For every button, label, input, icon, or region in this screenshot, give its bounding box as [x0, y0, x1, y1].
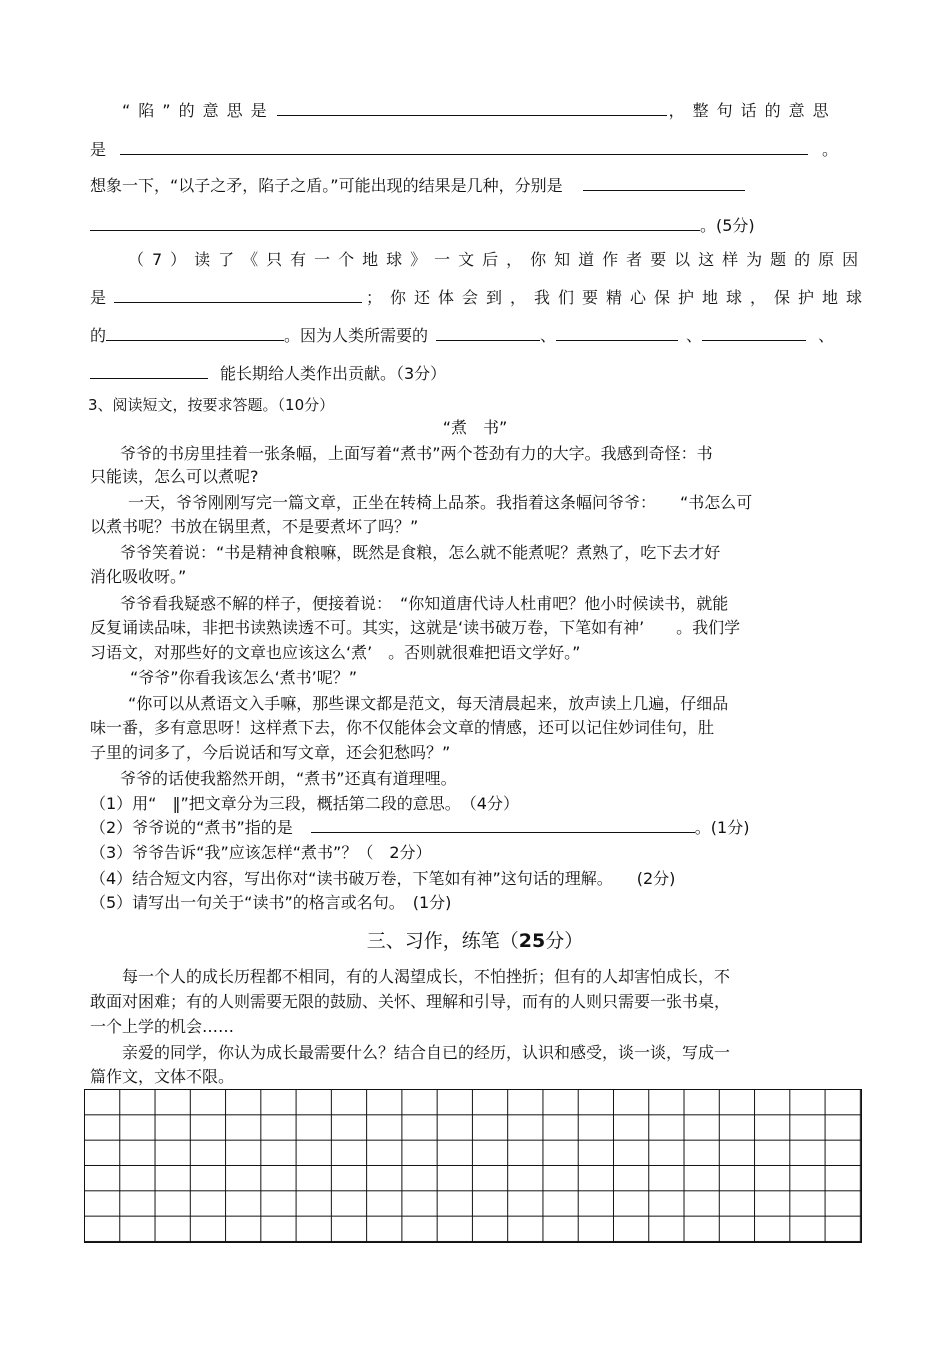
q6-line-3 — [90, 176, 745, 196]
writing-p2b: 篇作文，文体不限。 — [90, 1067, 235, 1086]
reading-p4b: 反复诵读品味，非把书读熟读透不可。其实，这就是‘读书破万卷，下笔如有神’ 。我们学 — [90, 618, 741, 637]
answer-blank[interactable] — [114, 288, 362, 303]
q7-line-1: （7）读了《只有一个地球》一文后，你知道作者要以这样为题的原因 — [128, 250, 867, 269]
sub-question-2 — [90, 818, 749, 838]
reading-p4c: 习语文，对那些好的文章也应该这么‘煮’ 。否则就很难把语文学好。” — [90, 643, 581, 662]
q7-text: 。因为人类所需要的 — [284, 326, 429, 345]
reading-p6a: “你可以从煮语文入手嘛，那些课文都是范文，每天清晨起来，放声读上几遍，仔细品 — [128, 694, 729, 713]
sub-question-2-score: 。(1分) — [694, 818, 750, 837]
q6-prompt-end: ，整句话的意思 — [668, 101, 837, 120]
sub-question-1: （1）用“ ‖”把文章分为三段，概括第二段的意思。 （4分） — [90, 794, 519, 813]
writing-p1c: 一个上学的机会…… — [90, 1017, 235, 1036]
sub-question-4: （4）结合短文内容，写出你对“读书破万卷，下笔如有神”这句话的理解。 (2分) — [90, 869, 676, 888]
q7-line-4 — [90, 364, 446, 384]
reading-p2b: 以煮书呢？书放在锅里煮，不是要煮坏了吗？” — [90, 517, 419, 536]
answer-blank[interactable] — [556, 326, 678, 341]
reading-p6c: 子里的词多了，今后说话和写文章，还会犯愁吗？” — [90, 743, 451, 762]
q7-text: 的 — [90, 326, 107, 345]
reading-p7: 爷爷的话使我豁然开朗，“煮书”还真有道理哩。 — [120, 769, 457, 788]
q6-line-4 — [90, 216, 755, 236]
sub-question-2-text: （2）爷爷说的“煮书”指的是 — [90, 818, 293, 837]
q6-line-2 — [90, 140, 838, 160]
writing-p2a: 亲爱的同学，你认为成长最需要什么？结合自已的经历，认识和感受，谈一谈，写成一 — [122, 1043, 731, 1062]
sub-question-5: （5）请写出一句关于“读书”的格言或名句。 (1分) — [90, 893, 452, 912]
answer-blank[interactable] — [277, 101, 667, 116]
reading-p3b: 消化吸收呀。” — [90, 567, 187, 586]
answer-blank[interactable] — [90, 216, 700, 231]
writing-title-text: 三、习作，练笔（ — [366, 930, 519, 952]
answer-blank[interactable] — [702, 326, 806, 341]
reading-p3a: 爷爷笑着说：“书是精神食粮嘛，既然是食粮，怎么就不能煮呢？煮熟了，吃下去才好 — [120, 543, 721, 562]
q7-text: ；你还体会到，我们要精心保护地球，保护地球 — [366, 288, 871, 307]
reading-p4a: 爷爷看我疑惑不解的样子，便接着说： “你知道唐代诗人杜甫吧？他小时候读书，就能 — [120, 594, 729, 613]
q7-line-2 — [90, 288, 870, 308]
q6-text: 。 — [822, 140, 839, 159]
reading-p5: “爷爷”你看我该怎么‘煮书’呢？” — [130, 668, 358, 687]
answer-blank[interactable] — [90, 364, 208, 379]
q6-line-1 — [122, 101, 837, 121]
answer-blank[interactable] — [583, 176, 745, 191]
reading-p6b: 味一番，多有意思呀！这样煮下去，你不仅能体会文章的情感，还可以记住妙词佳句，肚 — [90, 718, 715, 737]
reading-p1a: 爷爷的书房里挂着一张条幅，上面写着“煮书”两个苍劲有力的大字。我感到奇怪：书 — [120, 444, 713, 463]
q7-text: 是 — [90, 288, 107, 307]
answer-blank[interactable] — [120, 140, 808, 155]
answer-blank[interactable] — [311, 818, 695, 833]
writing-score: 25 — [518, 930, 546, 952]
reading-heading: 3、阅读短文，按要求答题。（10分） — [88, 396, 335, 414]
answer-blank[interactable] — [106, 326, 284, 341]
sub-question-3: （3）爷爷告诉“我”应该怎样“煮书”？（ 2分） — [90, 843, 432, 862]
q7-text: 、 — [540, 326, 557, 345]
reading-title: “煮 书” — [442, 418, 508, 437]
writing-p1b: 敢面对困难；有的人则需要无限的鼓励、关怀、理解和引导，而有的人则只需要一张书桌， — [90, 992, 731, 1011]
q6-text: 是 — [90, 140, 107, 159]
q7-line-3 — [90, 326, 834, 346]
q7-text: 、 — [818, 326, 835, 345]
reading-p1b: 只能读，怎么可以煮呢? — [90, 467, 259, 486]
q7-text: 、 — [686, 326, 703, 345]
answer-blank[interactable] — [436, 326, 540, 341]
reading-p2a: 一天，爷爷刚刚写完一篇文章，正坐在转椅上品茶。我指着这条幅问爷爷： “书怎么可 — [128, 493, 753, 512]
q7-text: 能长期给人类作出贡献。（3分） — [220, 364, 447, 383]
q6-prompt: “陷”的意思是 — [122, 101, 275, 120]
composition-grid[interactable] — [84, 1089, 862, 1243]
writing-title-end: 分） — [545, 930, 584, 952]
q6-text: 想象一下，“以子之矛，陷子之盾。”可能出现的结果是几种，分别是 — [90, 176, 563, 195]
q6-score: 。(5分) — [700, 216, 755, 235]
writing-p1a: 每一个人的成长历程都不相同，有的人渴望成长，不怕挫折；但有的人却害怕成长，不 — [122, 967, 731, 986]
writing-section-title — [0, 929, 950, 953]
